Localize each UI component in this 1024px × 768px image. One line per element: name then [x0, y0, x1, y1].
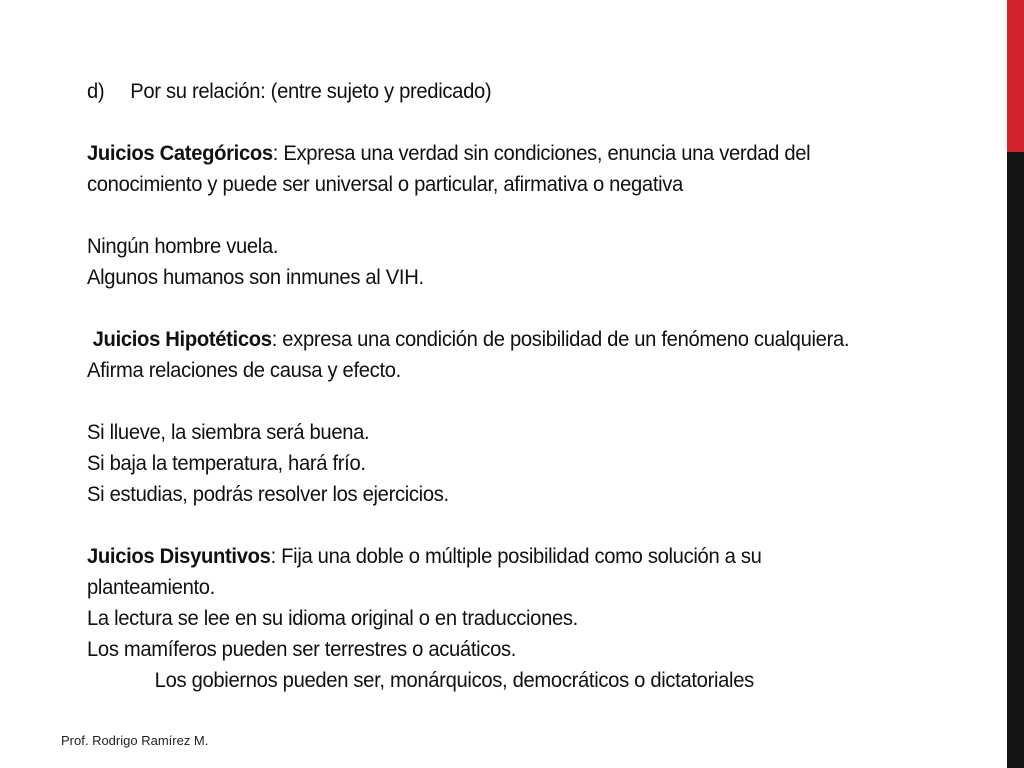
spacer — [87, 386, 924, 417]
accent-bar-black — [1007, 152, 1024, 768]
disyuntivos-example: Los mamíferos pueden ser terrestres o acuáticos. — [87, 637, 517, 661]
hipoteticos-definition — [87, 324, 924, 355]
section-heading-text: Por su relación: (entre sujeto y predicado) — [130, 79, 492, 103]
hipoteticos-example: Si baja la temperatura, hará frío. — [87, 451, 366, 475]
spacer — [87, 200, 924, 231]
disyuntivos-definition-line2: planteamiento. — [87, 575, 215, 599]
hipoteticos-definition-line1: : expresa una condición de posibilidad de un fenómeno cualquiera. — [271, 327, 850, 351]
spacer — [87, 293, 924, 324]
categoricos-term: Juicios Categóricos — [87, 141, 273, 165]
section-heading — [87, 76, 924, 107]
disyuntivos-term: Juicios Disyuntivos — [87, 544, 271, 568]
hipoteticos-definition-line2: Afirma relaciones de causa y efecto. — [87, 358, 401, 382]
accent-bar-red — [1007, 0, 1024, 152]
disyuntivos-definition — [87, 541, 924, 572]
categoricos-example: Algunos humanos son inmunes al VIH. — [87, 265, 424, 289]
categoricos-definition-line2: conocimiento y puede ser universal o particular, afirmativa o negativa — [87, 172, 683, 196]
categoricos-definition — [87, 138, 924, 169]
spacer — [87, 107, 924, 138]
hipoteticos-example: Si estudias, podrás resolver los ejercicios. — [87, 482, 449, 506]
disyuntivos-example: Los gobiernos pueden ser, monárquicos, democráticos o dictatoriales — [154, 668, 754, 692]
spacer — [87, 510, 924, 541]
hipoteticos-example: Si llueve, la siembra será buena. — [87, 420, 370, 444]
list-marker: d) — [87, 79, 105, 103]
disyuntivos-example: La lectura se lee en su idioma original o en traducciones. — [87, 606, 578, 630]
hipoteticos-term: Juicios Hipotéticos — [92, 327, 272, 351]
categoricos-example: Ningún hombre vuela. — [87, 234, 279, 258]
categoricos-definition-line1: : Expresa una verdad sin condiciones, enuncia una verdad del — [272, 141, 811, 165]
footer-author: Prof. Rodrigo Ramírez M. — [61, 733, 209, 748]
slide-content — [87, 76, 924, 696]
disyuntivos-definition-line1: : Fija una doble o múltiple posibilidad como solución a su — [270, 544, 762, 568]
